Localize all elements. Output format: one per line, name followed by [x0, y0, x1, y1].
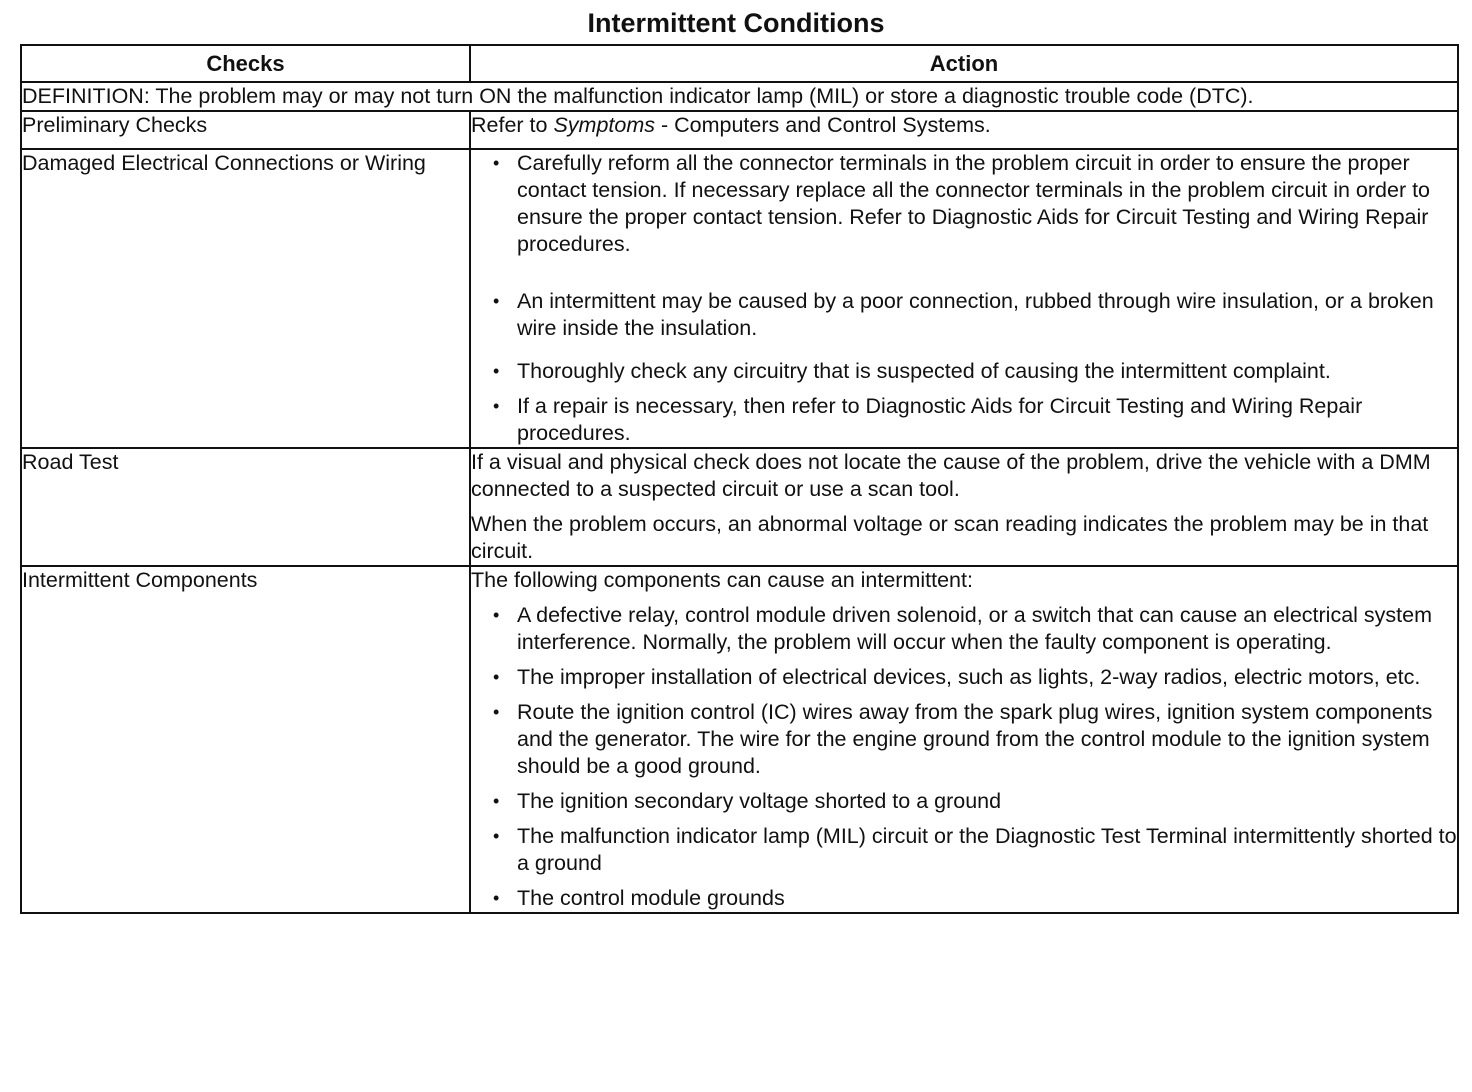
action-suffix: - Computers and Control Systems.	[655, 113, 991, 137]
list-item: • A defective relay, control module driven solenoid, or a switch that can cause an electrical system interference. Normally, the problem will occur when the faulty component is operating.	[471, 602, 1457, 656]
list-item: • If a repair is necessary, then refer to Diagnostic Aids for Circuit Testing and Wiring Repair procedures.	[471, 393, 1457, 447]
list-item: • The malfunction indicator lamp (MIL) circuit or the Diagnostic Test Terminal intermittently shorted to a ground	[471, 823, 1457, 877]
road-test-paragraph: If a visual and physical check does not locate the cause of the problem, drive the vehicle with a DMM connected to a suspected circuit or use a scan tool.	[471, 450, 1431, 501]
action-preliminary	[470, 111, 1458, 149]
action-header: Action	[470, 45, 1458, 82]
list-item: • The ignition secondary voltage shorted to a ground	[471, 788, 1457, 815]
road-test-paragraph: When the problem occurs, an abnormal voltage or scan reading indicates the problem may be in that circuit.	[471, 512, 1429, 563]
action-damaged	[470, 149, 1458, 448]
check-road-test: Road Test	[21, 448, 470, 566]
conditions-table	[20, 44, 1459, 914]
components-bullet-list	[471, 602, 1457, 912]
checks-header: Checks	[21, 45, 470, 82]
action-road-test	[470, 448, 1458, 566]
list-item: • The control module grounds	[471, 885, 1457, 912]
table-row	[21, 448, 1458, 566]
page-title: Intermittent Conditions	[587, 8, 885, 38]
check-components: Intermittent Components	[21, 566, 470, 913]
action-components	[470, 566, 1458, 913]
action-prefix: Refer to	[471, 113, 554, 137]
definition-text: DEFINITION: The problem may or may not turn ON the malfunction indicator lamp (MIL) or store a diagnostic trouble code (DTC).	[21, 82, 1458, 111]
list-item: • Thoroughly check any circuitry that is suspected of causing the intermittent complaint.	[471, 358, 1457, 385]
list-item: • An intermittent may be caused by a poor connection, rubbed through wire insulation, or a broken wire inside the insulation.	[471, 288, 1457, 342]
components-intro: The following components can cause an intermittent:	[471, 568, 973, 592]
header-row	[21, 45, 1458, 82]
list-item: • Carefully reform all the connector terminals in the problem circuit in order to ensure the proper contact tension. If necessary replace all the connector terminals in the problem circuit in order to ensure the proper contact tension. Refer to Diagnostic Aids for Circuit Testing and Wiring Repair procedures.	[471, 150, 1457, 258]
list-item: • The improper installation of electrical devices, such as lights, 2-way radios, electric motors, etc.	[471, 664, 1457, 691]
check-preliminary: Preliminary Checks	[21, 111, 470, 149]
table-row	[21, 566, 1458, 913]
symptoms-reference: Symptoms	[553, 113, 656, 137]
list-item: • Route the ignition control (IC) wires away from the spark plug wires, ignition system components and the generator. The wire for the engine ground from the control module to the ignition system should be a good ground.	[471, 699, 1457, 780]
check-damaged: Damaged Electrical Connections or Wiring	[21, 149, 470, 448]
definition-row	[21, 82, 1458, 111]
table-row	[21, 111, 1458, 149]
damaged-bullet-list	[471, 150, 1457, 447]
table-row	[21, 149, 1458, 448]
